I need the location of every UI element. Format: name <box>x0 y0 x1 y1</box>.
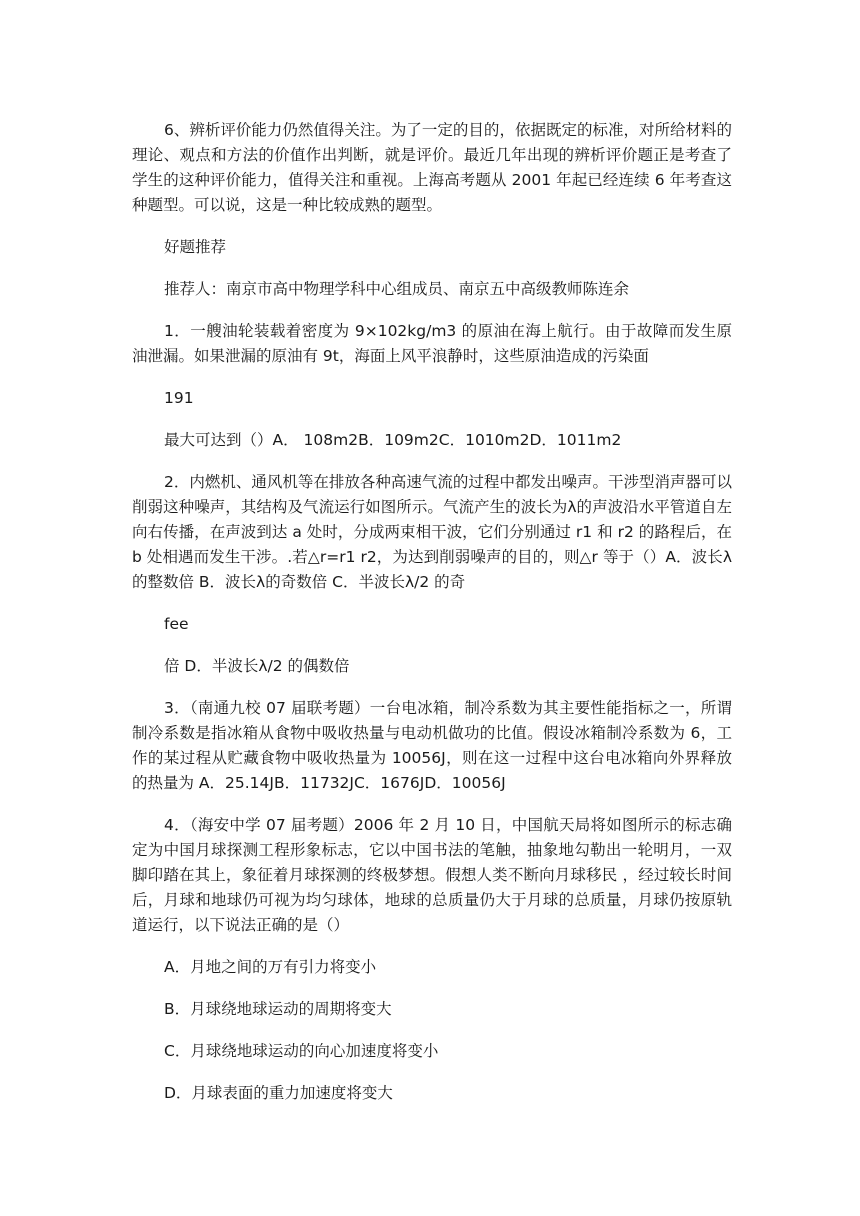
section-heading-recommended-problems: 好题推荐 <box>164 238 227 256</box>
question-4-option-d: D．月球表面的重力加速度将变大 <box>164 1084 393 1102</box>
question-4-option-b: B．月球绕地球运动的周期将变大 <box>164 1000 392 1018</box>
question-1-options: 最大可达到（）A． 108m2B．109m2C．1010m2D．1011m2 <box>164 431 622 449</box>
question-4-option-c: C．月球绕地球运动的向心加速度将变小 <box>164 1042 439 1060</box>
recommender-line: 推荐人：南京市高中物理学科中心组成员、南京五中高级教师陈连余 <box>164 280 630 298</box>
question-4-stem: 4．（海安中学 07 届考题）2006 年 2 月 10 日，中国航天局将如图所示的标志确定为中国月球探测工程形象标志，它以中国书法的笔触，抽象地勾勒出一轮明月，一双脚印踏在其上，象征着月球探测的终极梦想。假想人类不断向月球移民 ，经过较长时间后，月球和地球仍可视为均匀球体，地球的总质量仍大于月球的总质量，月球仍按原轨道运行，以下说法正确的是（） <box>132 816 732 934</box>
stray-text-fragment: fee <box>164 615 189 633</box>
question-2-stem: 2．内燃机、通风机等在排放各种高速气流的过程中都发出噪声。干涉型消声器可以削弱这种噪声，其结构及气流运行如图所示。气流产生的波长为λ的声波沿水平管道自左向右传播，在声波到达 a 处时，分成两束相干波，它们分别通过 r1 和 r2 的路程后，在 b 处相遇而发生干涉。.若△r=r1 r2，为达到削弱噪声的目的，则△r 等于（）A．波长λ的整数倍 B．波长λ的奇数倍 C．半波长λ/2 的奇 <box>132 473 737 591</box>
paragraph-evaluation-ability: 6、辨析评价能力仍然值得关注。为了一定的目的，依据既定的标准，对所给材料的理论、观点和方法的价值作出判断，就是评价。最近几年出现的辨析评价题正是考查了学生的这种评价能力，值得关注和重视。上海高考题从 2001 年起已经连续 6 年考查这种题型。可以说，这是一种比较成熟的题型。 <box>132 121 732 214</box>
question-3: 3．（南通九校 07 届联考题）一台电冰箱，制冷系数为其主要性能指标之一，所谓制冷系数是指冰箱从食物中吸收热量与电动机做功的比值。假设冰箱制冷系数为 6，工作的某过程从贮藏食物中吸收热量为 10056J，则在这一过程中这台电冰箱向外界释放的热量为 A．25.14JB．11732JC．1676JD．10056J <box>132 699 732 792</box>
question-2-option-d: 倍 D．半波长λ/2 的偶数倍 <box>164 657 350 675</box>
question-1-stem: 1．一艘油轮装载着密度为 9×102kg/m3 的原油在海上航行。由于故障而发生原油泄漏。如果泄漏的原油有 9t，海面上风平浪静时，这些原油造成的污染面 <box>132 322 732 365</box>
document-body <box>132 118 737 1123</box>
question-4-option-a: A．月地之间的万有引力将变小 <box>164 958 377 976</box>
page-number-fragment: 191 <box>164 389 194 407</box>
